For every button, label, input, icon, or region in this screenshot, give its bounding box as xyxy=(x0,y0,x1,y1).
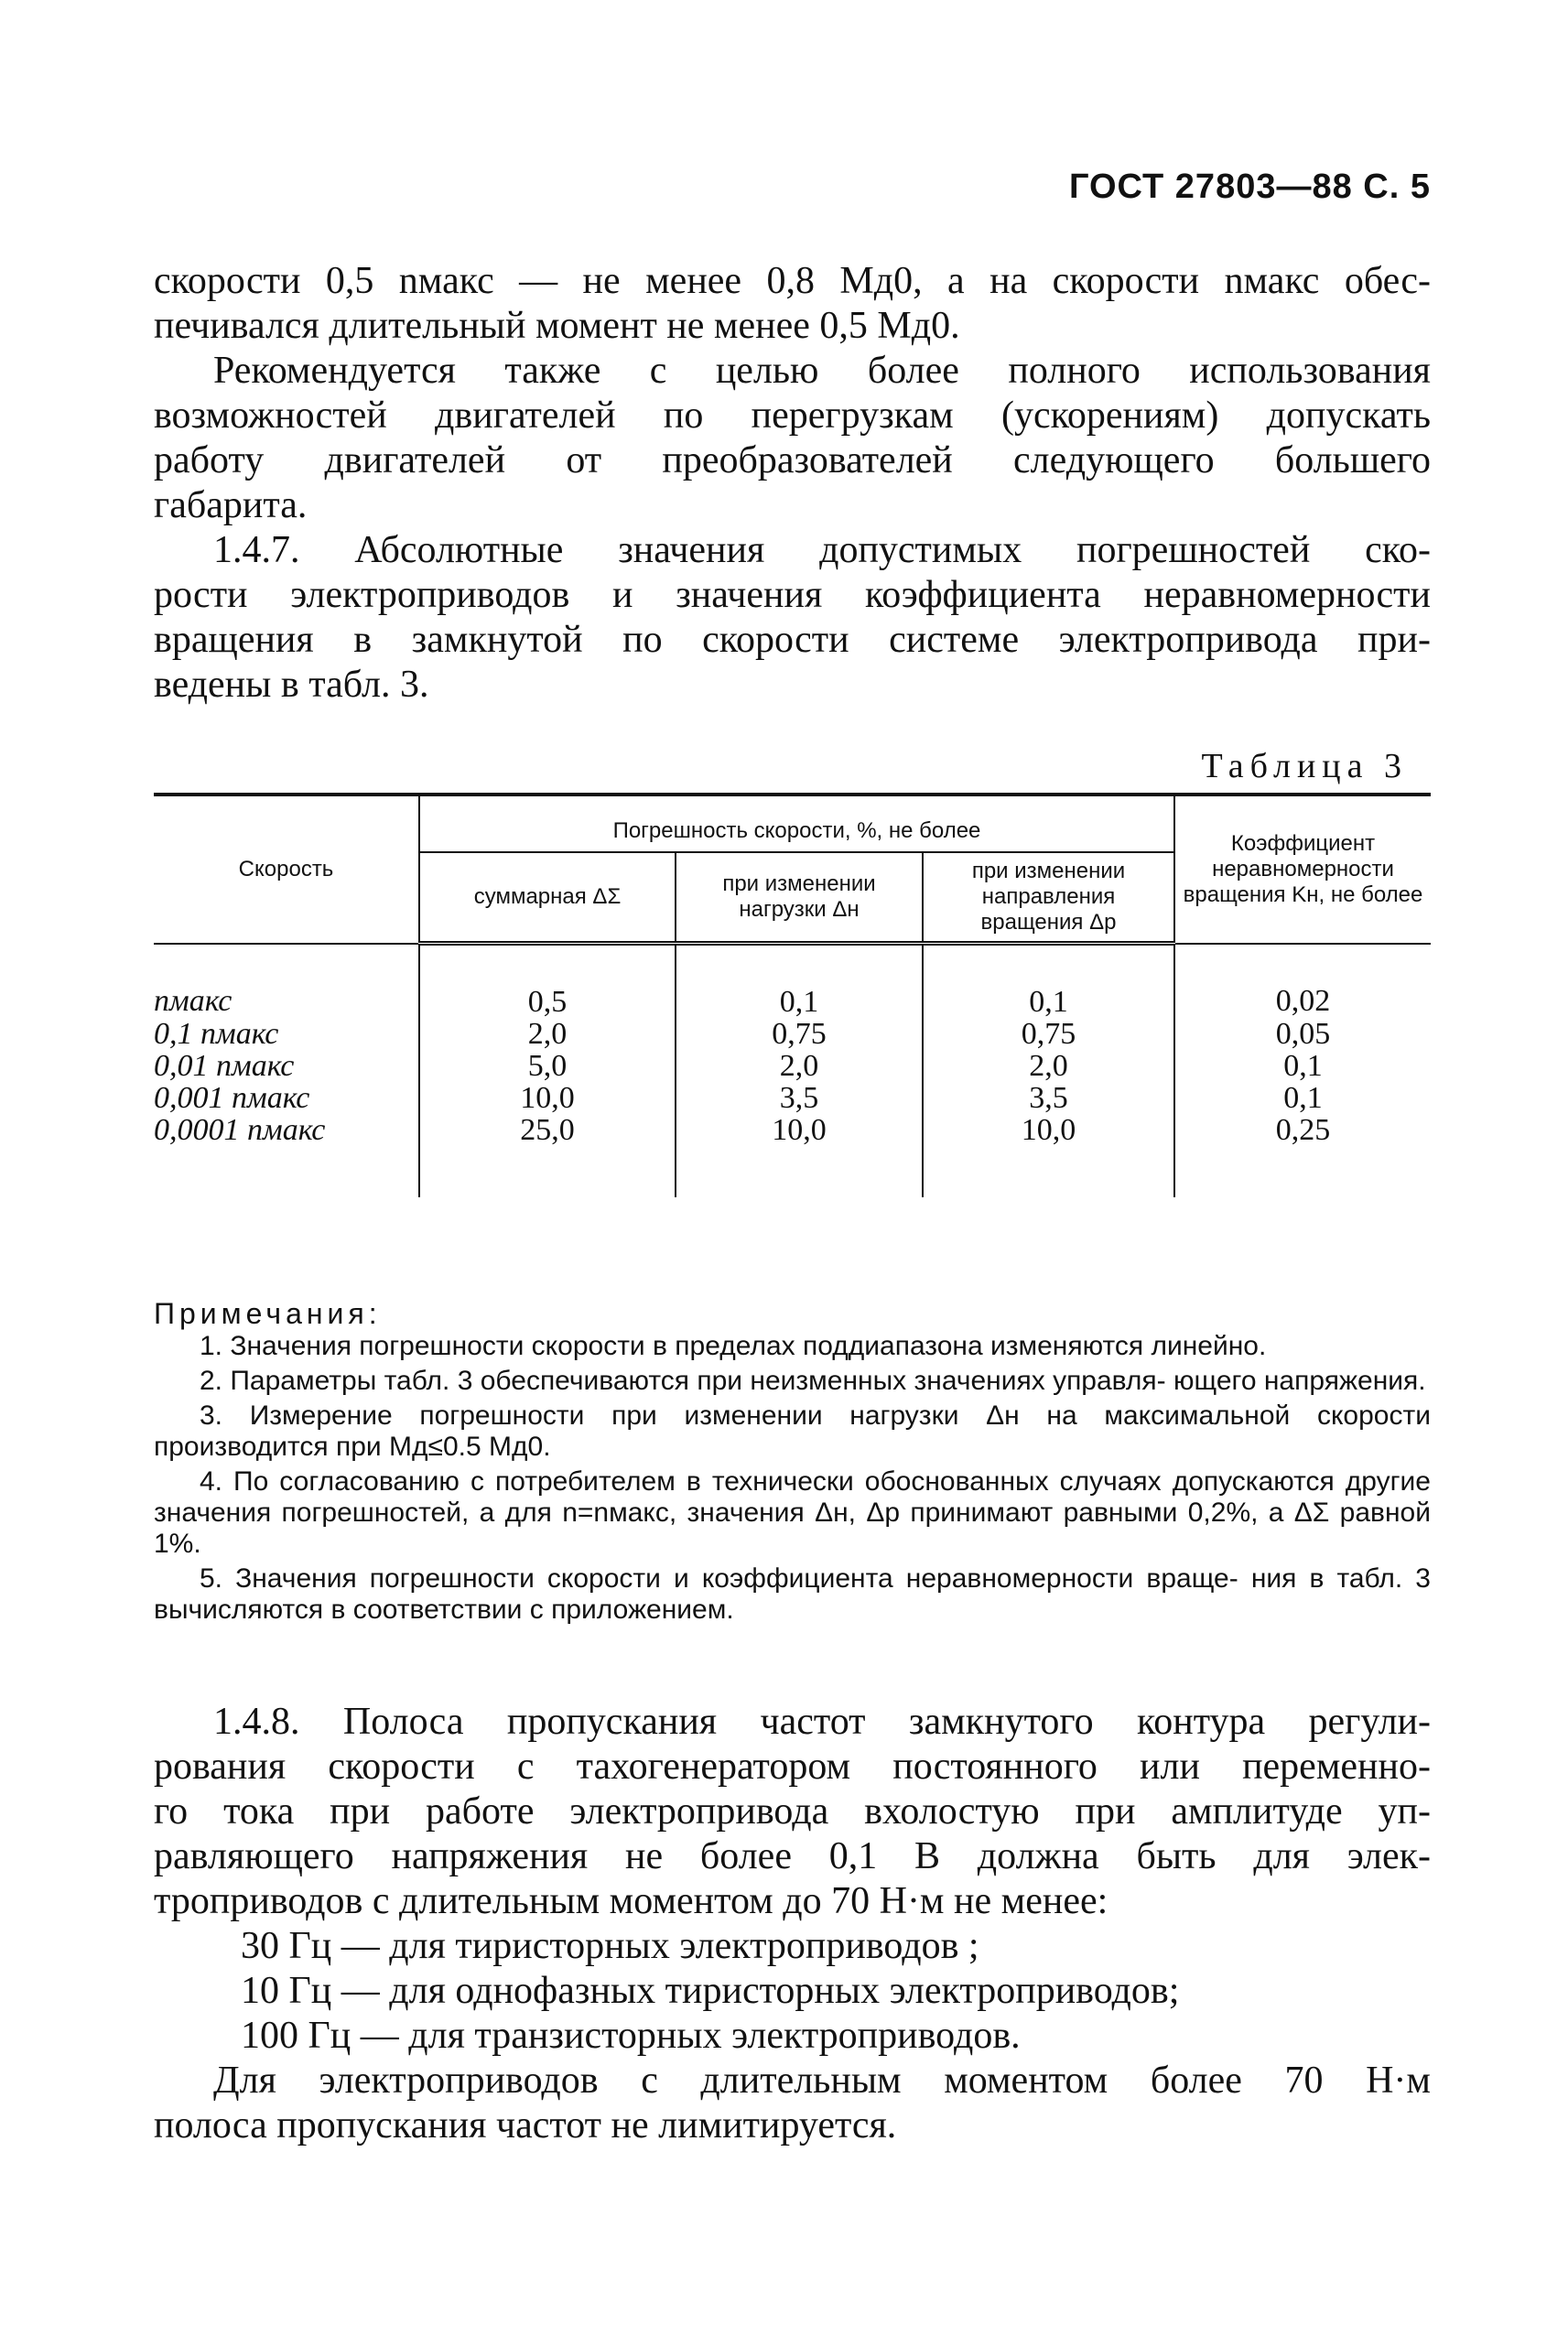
note-text: 5. Значения погрешности скорости и коэффициента неравномерности враще- xyxy=(200,1563,1238,1594)
table-row xyxy=(154,1050,1431,1082)
text-line: полоса пропускания частот не лимитируется. xyxy=(154,2104,897,2147)
header-error-group: Погрешность скорости, %, не более xyxy=(419,795,1174,852)
page-header: ГОСТ 27803—88 С. 5 xyxy=(1068,168,1431,206)
cell-direction: 0,75 xyxy=(923,1018,1174,1050)
cell-total: 25,0 xyxy=(419,1114,676,1197)
cell-coef: 0,1 xyxy=(1174,1082,1431,1114)
table-caption: Таблица 3 xyxy=(1201,747,1408,785)
list-item: 30 Гц — для тиристорных электроприводов ; xyxy=(241,1925,979,1967)
notes-title: Примечания: xyxy=(154,1297,382,1330)
text-line: Для электроприводов с длительным моментом более 70 Н·м xyxy=(213,2060,1431,2102)
cell-coef: 0,25 xyxy=(1174,1114,1431,1197)
text-line: 1.4.8. Полоса пропускания частот замкнутого контура регули- xyxy=(213,1701,1431,1743)
list-item: 100 Гц — для транзисторных электроприводов. xyxy=(241,2015,1021,2057)
text-line: печивался длительный момент не менее 0,5 Mд0. xyxy=(154,305,960,347)
note-text: 4. По согласованию с потребителем в технически обоснованных случаях xyxy=(200,1466,1162,1497)
cell-direction: 10,0 xyxy=(923,1114,1174,1197)
header-direction: при изменении направления вращения Δр xyxy=(923,852,1174,944)
note-text: линейно. xyxy=(1151,1331,1267,1361)
cell-speed: 0,0001 nмакс xyxy=(154,1114,419,1197)
cell-coef: 0,02 xyxy=(1174,944,1431,1019)
text-line: работу двигателей от преобразователей следующего большего xyxy=(154,439,1431,481)
cell-total: 0,5 xyxy=(419,944,676,1019)
table-row xyxy=(154,1018,1431,1050)
text-line: скорости 0,5 nмакс — не менее 0,8 Mд0, а на скорости nмакс обес- xyxy=(154,260,1431,302)
table-notes xyxy=(154,1298,1431,1629)
cell-load: 10,0 xyxy=(676,1114,923,1197)
note-text: 3. Измерение погрешности при изменении нагрузки Δн на максимальной xyxy=(200,1400,1291,1431)
section-1-4-8 xyxy=(154,1700,1431,2148)
cell-speed: 0,1 nмакс xyxy=(154,1018,419,1050)
cell-speed: nмакс xyxy=(154,944,419,1019)
text-line: вращения в замкнутой по скорости системе электропривода при- xyxy=(154,619,1431,661)
table-row xyxy=(154,1114,1431,1197)
header-coefficient: Коэффициент неравномерности вращения Kн, не более xyxy=(1174,795,1431,944)
recommend-paragraph xyxy=(154,349,1431,528)
note-item xyxy=(154,1366,1431,1397)
cell-load: 3,5 xyxy=(676,1082,923,1114)
cell-speed: 0,01 nмакс xyxy=(154,1050,419,1082)
note-text: 2. Параметры табл. 3 обеспечиваются при неизменных значениях управля- xyxy=(200,1366,1166,1396)
cell-total: 10,0 xyxy=(419,1082,676,1114)
text-line: рования скорости с тахогенератором постоянного или переменно- xyxy=(154,1746,1431,1788)
note-text: допускаются другие значения погрешностей, а для n=nмакс, значения Δн, Δр принимают равными 0,2%, а ΔΣ равной 1%. xyxy=(154,1466,1431,1559)
header-total: суммарная ΔΣ xyxy=(419,852,676,944)
note-text: 1. Значения погрешности скорости в пределах поддиапазона изменяются xyxy=(200,1331,1144,1361)
intro-paragraph xyxy=(154,259,1431,349)
text-line: возможностей двигателей по перегрузкам (ускорениям) допускать xyxy=(154,395,1431,437)
text-line: троприводов с длительным моментом до 70 Н·м не менее: xyxy=(154,1880,1108,1922)
note-item xyxy=(154,1331,1431,1362)
text-line: габарита. xyxy=(154,484,308,526)
text-line: го тока при работе электропривода вхолостую при амплитуде уп- xyxy=(154,1790,1431,1833)
cell-load: 0,1 xyxy=(676,944,923,1019)
text-line: ведены в табл. 3. xyxy=(154,664,429,706)
speed-error-table xyxy=(154,793,1431,1197)
cell-direction: 3,5 xyxy=(923,1082,1174,1114)
text-line: рости электроприводов и значения коэффициента неравномерности xyxy=(154,574,1431,616)
text-line: 1.4.7. Абсолютные значения допустимых погрешностей ско- xyxy=(213,529,1431,571)
note-text: ющего напряжения. xyxy=(1173,1366,1426,1396)
note-item xyxy=(154,1400,1431,1463)
list-item: 10 Гц — для однофазных тиристорных электроприводов; xyxy=(241,1970,1180,2012)
header-load: при изменении нагрузки Δн xyxy=(676,852,923,944)
cell-load: 0,75 xyxy=(676,1018,923,1050)
text-line: Рекомендуется также с целью более полного использования xyxy=(213,350,1431,392)
note-text: скорости производится при Mд≤0.5 Mд0. xyxy=(154,1400,1431,1462)
note-item xyxy=(154,1466,1431,1560)
note-item xyxy=(154,1563,1431,1626)
cell-total: 2,0 xyxy=(419,1018,676,1050)
section-1-4-7 xyxy=(154,528,1431,708)
cell-direction: 2,0 xyxy=(923,1050,1174,1082)
note-text: ния в табл. 3 вычисляются в соответствии с приложением. xyxy=(154,1563,1431,1625)
cell-coef: 0,1 xyxy=(1174,1050,1431,1082)
cell-total: 5,0 xyxy=(419,1050,676,1082)
cell-coef: 0,05 xyxy=(1174,1018,1431,1050)
cell-direction: 0,1 xyxy=(923,944,1174,1019)
table-row xyxy=(154,944,1431,1019)
cell-load: 2,0 xyxy=(676,1050,923,1082)
header-speed: Скорость xyxy=(154,795,419,944)
table-row xyxy=(154,1082,1431,1114)
cell-speed: 0,001 nмакс xyxy=(154,1082,419,1114)
text-line: равляющего напряжения не более 0,1 В должна быть для элек- xyxy=(154,1835,1431,1877)
